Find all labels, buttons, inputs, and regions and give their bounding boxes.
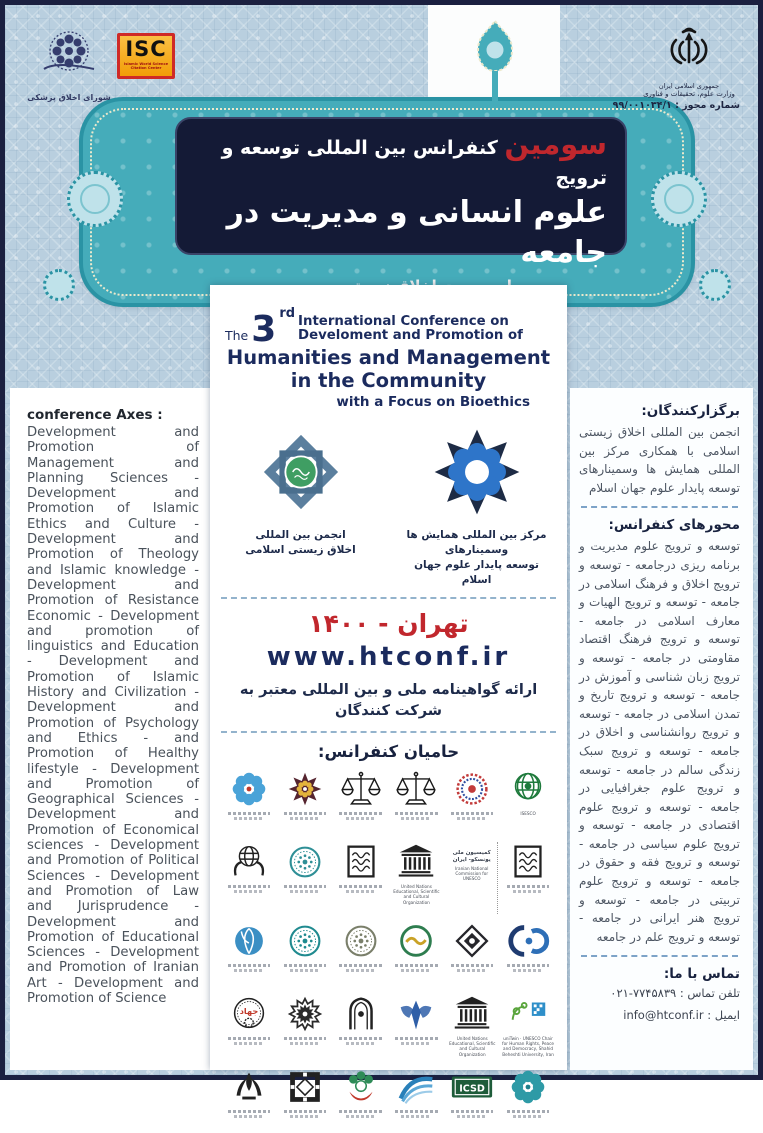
title-ordinal-word: سومین (504, 127, 607, 161)
frame-curl-right (699, 269, 731, 301)
email-label: ایمیل : (707, 1008, 740, 1023)
org1-caption-line2: اخلاق زیستی اسلامی (245, 544, 356, 556)
sponsor-red-blue-round-emblem-logo (446, 769, 498, 835)
english-title-line3: with a Focus on Bioethics (336, 394, 530, 410)
certificate-note: ارائه گواهینامه ملی و بین المللی معتبر به شرکت کنندگان (239, 682, 538, 719)
english-title-line1: The 3 rd International Conference on Develoment and Promotion of (225, 306, 523, 350)
sponsor-teal-rosette-emblem-logo (502, 1067, 554, 1133)
gov-caption-line2: وزارت علوم، تحقیقات و فناوری (643, 90, 735, 98)
english-axes-panel (10, 388, 210, 1070)
contact-heading: تماس با ما: (663, 966, 740, 983)
sponsor-islamic-azad-university-logo (390, 994, 442, 1060)
sponsor-iran-national-commission-for-unesco-logo: کمیسیون ملی یونسکو- ایران Iranian National Commission for UNESCO (446, 842, 498, 914)
isc-logo-text: ISC (125, 37, 167, 61)
english-axes-body: Development and Promotion of Management and Planning Sciences - Development and Promotion of Islamic Ethics and Culture - Development and Promotion of Theology and Islamic knowledge - Development and Promotion of Resistance Economic - Development and promotion of linguistics and Education - Development and Promotion of Islamic History and Civilization - Development and Promotion of Psychology and Ethics - and Promotion of Healthy lifestyle - Development and Promotion of Geographical Sciences - Development and Promotion of Economical sciences - Development and Promotion of Political Sciences - Development and Promotion of Law and Jurisprudence - Development and Promotion of Educational Sciences - Development and Promotion of Iranian Art - Development and Promotion of Science (27, 425, 199, 1006)
sponsor-blue-swoosh-emblem-logo (390, 1067, 442, 1133)
persian-info-panel (570, 388, 753, 1070)
university-emblem-caption: شورای اخلاق پزشکی (27, 93, 111, 102)
sponsor-unesco-small-logo: United Nations Educational, Scientific and Cultural Organization (446, 994, 498, 1060)
isc-badge (117, 33, 175, 79)
organizers-heading: برگزارکنندگان: (641, 403, 740, 419)
svg-text:جهاد: جهاد (239, 1006, 259, 1016)
sponsor-maroon-star-emblem-logo (279, 769, 331, 835)
sponsors-grid (219, 769, 558, 1133)
english-axes-heading: conference Axes : (27, 407, 163, 423)
university-emblem-icon (36, 72, 102, 91)
english-title-block (219, 306, 558, 410)
iran-emblem-icon (664, 62, 714, 81)
phone-value: ۰۲۱-۷۷۴۵۸۳۹ (610, 986, 677, 1001)
conference-center-logo (402, 426, 552, 588)
sponsor-teal-mandala-emblem-logo (279, 842, 331, 908)
sponsor-black-tulip-emblem-logo (223, 1067, 275, 1133)
medical-ethics-council-badge (21, 25, 117, 102)
sponsor-justice-scales-emblem-1-logo (335, 769, 387, 835)
sponsor-olive-wreath-emblem-logo (335, 921, 387, 987)
frame-curl-left (43, 269, 75, 301)
persian-title-panel (175, 117, 627, 270)
sponsor-black-ornate-diamond-emblem-logo (446, 921, 498, 987)
frame-rosette-right (651, 171, 707, 227)
sponsor-green-wave-circle-emblem-logo (390, 921, 442, 987)
center-panel (210, 285, 567, 1095)
phone-label: تلفن تماس : (679, 986, 740, 1001)
persian-axes-body: توسعه و ترویج علوم مدیریت و برنامه ریزی درجامعه - توسعه و ترویج اخلاق و فرهنگ اسلامی در جامعه - توسعه و ترویج الهیات و معارف اسلامی در جامعه - توسعه و ترویج فرهنگ اقتصاد مقاومتی در جامعه - توسعه و ترویج زبان شناسی و آموزش در جامعه - توسعه و ترویج تاریخ و تمدن اسلامی در جامعه - توسعه و ترویج روانشناسی و اخلاق در جامعه - توسعه و ترویج سبک زندگی سالم در جامعه - توسعه و ترویج علوم جغرافیایی در جامعه - توسعه و ترویج علوم اقتصادی در جامعه - توسعه و ترویج علوم سیاسی در جامعه - توسعه و ترویج فقه و حقوق در جامعه - توسعه و ترویج علوم تربیتی در جامعه - توسعه و ترویج هنر ایرانی در جامعه - توسعه و ترویج علم در جامعه (579, 539, 740, 944)
org2-caption-line1: مرکز بین المللی همایش ها وسمینارهای (406, 529, 547, 556)
persian-title-line2: علوم انسانی و مدیریت در جامعه (226, 195, 607, 270)
organizer-logos (219, 426, 558, 588)
website-url[interactable]: www.htconf.ir (266, 642, 511, 672)
sponsor-icsd-logo (446, 1067, 498, 1133)
gov-caption-line1: جمهوری اسلامی ایران (658, 82, 720, 90)
english-title-line2: Humanities and Management in the Community (226, 346, 551, 392)
dashed-divider (221, 597, 556, 599)
supporters-heading: حامیان کنفرانس: (317, 742, 460, 761)
sponsor-unitwin-unesco-chair-sbu-logo: uniTwin · UNESCO Chair for Human Rights, Peace and Democracy, Shahid Beheshti University, Iran (502, 994, 554, 1060)
sponsor-justice-scales-emblem-2-logo (390, 769, 442, 835)
sponsor-blue-leaf-circle-emblem-logo (223, 921, 275, 987)
conference-center-star-icon (431, 503, 523, 522)
dashed-divider (221, 731, 556, 733)
sponsor-quran-university-arch-emblem-logo (335, 994, 387, 1060)
bioethics-association-logo (226, 426, 376, 588)
persian-axes-heading: محورهای کنفرانس: (608, 517, 740, 534)
license-number: شماره مجوز : ۹۹/۰۰۱۰۳۴/۱ (612, 100, 740, 111)
iran-ministry-badge (612, 27, 740, 111)
email-value[interactable]: info@htconf.ir (623, 1008, 704, 1023)
sponsor-calligraphy-square-emblem-1-logo (335, 842, 387, 908)
city-year: تهران - ۱۴۰۰ (308, 609, 469, 638)
frame-finial-ornament (467, 19, 523, 103)
sponsor-blue-flower-scales-emblem-logo (223, 769, 275, 835)
sponsor-black-star-mandala-emblem-logo (279, 994, 331, 1060)
svg-text:ICSD: ICSD (459, 1083, 486, 1095)
phone-line (579, 982, 740, 1004)
org1-caption-line1: انجمن بین المللی (255, 529, 346, 541)
sponsor-unesco-logo: United Nations Educational, Scientific and Cultural Organization (390, 842, 442, 908)
dashed-divider (581, 955, 738, 957)
sponsor-medical-council-flower-emblem-logo (335, 1067, 387, 1133)
sponsor-calligraphy-square-emblem-2-logo (502, 842, 554, 908)
ornamental-frame (83, 101, 691, 303)
bioethics-association-knot-icon (255, 503, 347, 522)
persian-title-line1: سومین کنفرانس بین المللی توسعه و ترویج (221, 127, 607, 189)
org2-caption-line2: توسعه پایدار علوم جهان اسلام (414, 559, 539, 586)
dashed-divider (581, 506, 738, 508)
sponsor-qom-university-of-technology-logo (502, 921, 554, 987)
sponsor-black-knot-square-emblem-logo (279, 1067, 331, 1133)
email-line (579, 1004, 740, 1026)
organizers-body: انجمن بین المللی اخلاق زیستی اسلامی با همکاری مرکز بین المللی همایش ها وسمینارهای توسعه پایدار علوم جهان اسلام (579, 425, 740, 495)
sponsor-teal-compass-emblem-logo (279, 921, 331, 987)
sponsor-isesco-logo: ISESCO (502, 769, 554, 835)
frame-rosette-left (67, 171, 123, 227)
sponsor-globe-hands-emblem-logo (223, 842, 275, 908)
sponsor-jahad-daneshgahi-logo (223, 994, 275, 1060)
isc-logo-subtext: Islamic World Science Citation Center (123, 62, 169, 70)
